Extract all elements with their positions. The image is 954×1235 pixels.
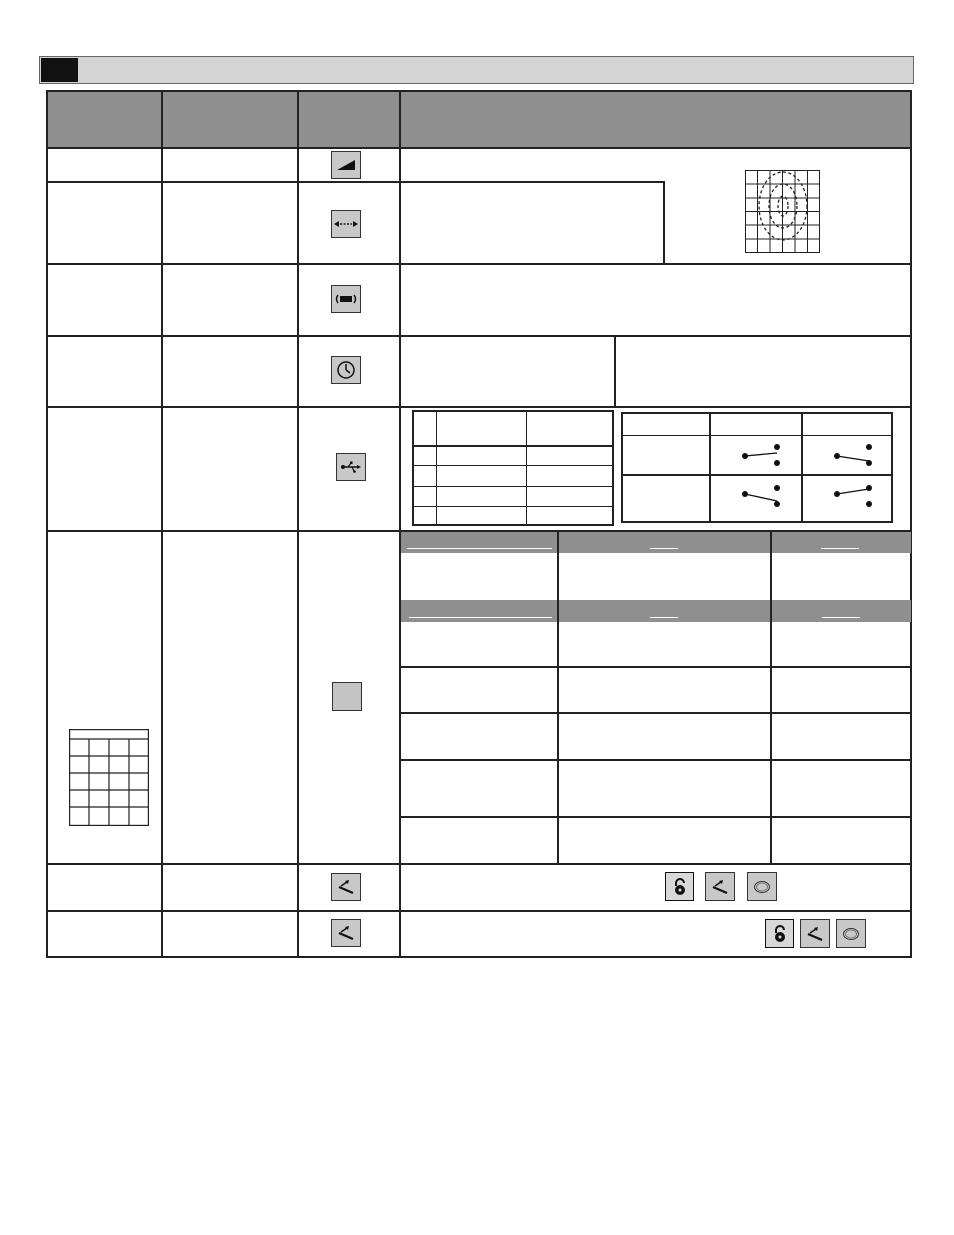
unlock-icon	[673, 878, 687, 896]
switch-diagram-1	[741, 443, 781, 467]
col-divider-1	[161, 90, 163, 958]
vibrate-icon	[334, 293, 358, 305]
row-divider	[46, 181, 665, 183]
settings-table	[46, 90, 912, 958]
usb-icon	[340, 460, 362, 474]
row-divider	[46, 335, 912, 337]
ramp-icon	[335, 158, 357, 172]
row-divider	[46, 263, 912, 265]
wand-button[interactable]	[331, 919, 361, 947]
subtable-header-2	[401, 600, 911, 622]
section-header	[39, 56, 914, 84]
clock-icon	[336, 360, 356, 380]
pin-table	[412, 410, 614, 526]
arrows-horizontal-button[interactable]	[331, 210, 361, 238]
settings-subtable	[401, 532, 911, 863]
row4-inner-divider	[614, 335, 616, 407]
keypad-grid-diagram	[69, 729, 149, 826]
vibrate-button[interactable]	[331, 285, 361, 313]
col-divider-2	[297, 90, 299, 958]
switch-diagram-2	[833, 443, 873, 467]
row2-inner-divider	[663, 181, 665, 265]
blank-button[interactable]	[332, 682, 362, 711]
row-divider	[46, 910, 912, 912]
wand-icon	[710, 879, 730, 895]
row-divider	[46, 863, 912, 865]
wand-inline-button[interactable]	[800, 919, 830, 948]
wand-icon	[336, 879, 356, 895]
unlock-icon	[773, 925, 787, 943]
switch-table	[621, 412, 893, 523]
clock-button[interactable]	[331, 356, 361, 384]
switch-diagram-4	[833, 484, 873, 508]
arrows-horizontal-icon	[334, 219, 358, 229]
ring-icon	[753, 880, 771, 894]
switch-diagram-3	[741, 484, 781, 508]
row-divider	[46, 406, 912, 408]
wand-button[interactable]	[331, 873, 361, 901]
wand-icon	[805, 926, 825, 942]
unlock-button[interactable]	[665, 872, 694, 901]
ring-icon	[842, 927, 860, 941]
row-divider	[46, 147, 912, 149]
ramp-button[interactable]	[331, 151, 361, 179]
ring-button[interactable]	[836, 919, 866, 948]
wand-icon	[336, 925, 356, 941]
pattern-grid-diagram	[745, 170, 820, 253]
unlock-button[interactable]	[765, 919, 794, 948]
usb-button[interactable]	[336, 453, 366, 481]
subtable-header-1	[401, 532, 911, 553]
ring-button[interactable]	[747, 872, 777, 901]
section-number-box	[41, 58, 78, 82]
wand-inline-button[interactable]	[705, 872, 735, 901]
